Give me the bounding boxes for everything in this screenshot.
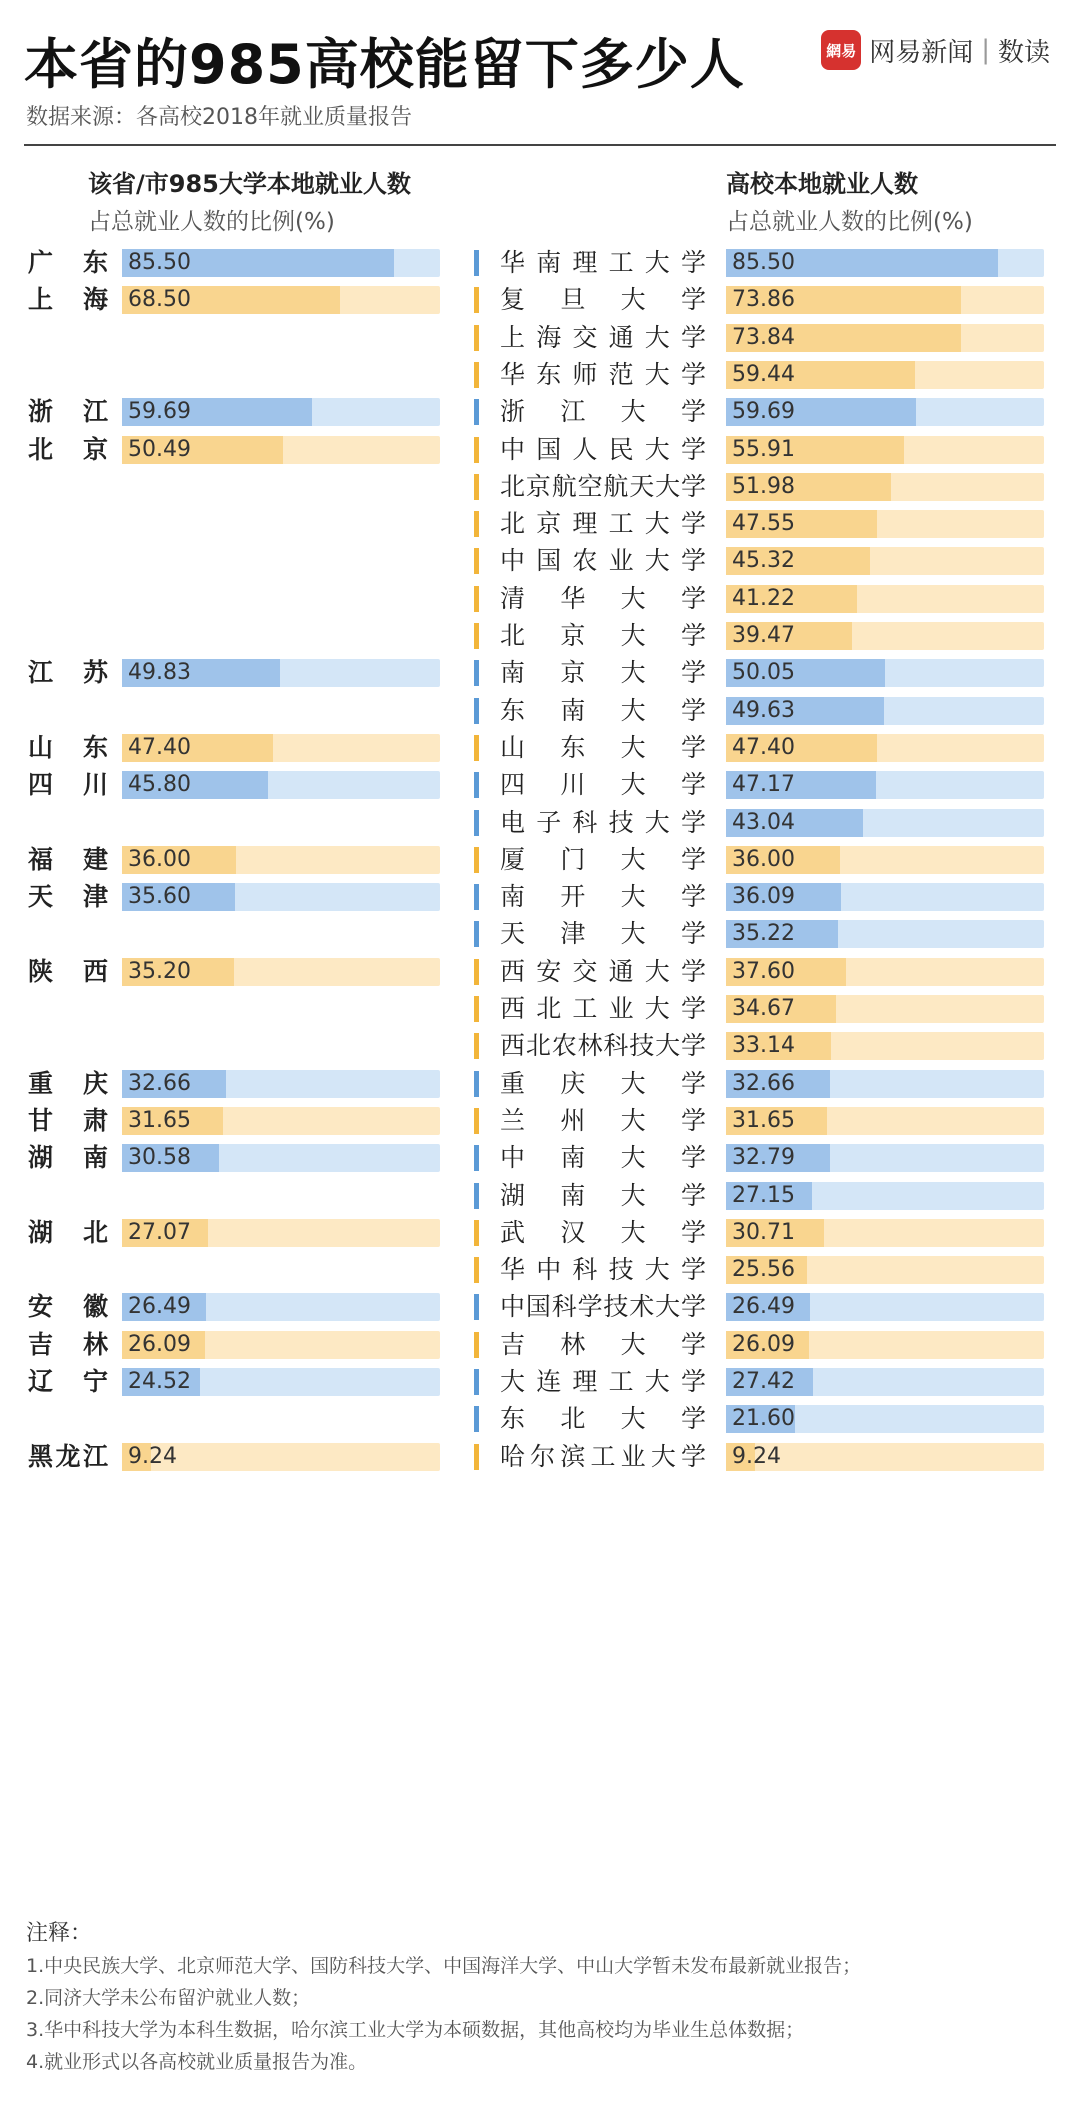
province-label: 甘肃 xyxy=(28,1105,108,1135)
province-label: 山东 xyxy=(28,732,108,762)
university-label: 武汉大学 xyxy=(500,1217,706,1247)
notes-title: 注释： xyxy=(26,1921,93,1946)
university-label: 华东师范大学 xyxy=(500,359,706,389)
university-bar-track xyxy=(726,1182,1044,1210)
university-marker xyxy=(474,1294,479,1320)
province-bar-track xyxy=(122,1070,440,1098)
university-bar-track xyxy=(726,1107,1044,1135)
university-marker xyxy=(474,1033,479,1059)
right-column-header xyxy=(726,164,973,236)
province-bar-label: 59.69 xyxy=(128,399,191,425)
university-bar-track xyxy=(726,697,1044,725)
university-label: 大连理工大学 xyxy=(500,1367,706,1396)
university-marker xyxy=(474,250,479,276)
university-bar-label: 31.65 xyxy=(732,1107,795,1133)
university-bar-track xyxy=(726,883,1044,911)
university-label: 吉林大学 xyxy=(500,1329,706,1359)
university-label: 华中科技大学 xyxy=(500,1255,706,1285)
university-label: 山东大学 xyxy=(500,732,706,762)
province-bar-track xyxy=(122,286,440,314)
province-bar-track xyxy=(122,249,440,277)
university-marker xyxy=(474,1183,479,1209)
university-bar-label: 59.44 xyxy=(732,361,795,387)
province-label: 福建 xyxy=(28,844,108,874)
province-bar-label: 32.66 xyxy=(128,1070,191,1096)
province-bar-label: 68.50 xyxy=(128,287,191,313)
university-bar-label: 73.84 xyxy=(732,324,795,350)
province-bar-label: 9.24 xyxy=(128,1443,177,1469)
university-bar-label: 51.98 xyxy=(732,473,795,499)
province-bar-label: 47.40 xyxy=(128,734,191,760)
province-label: 天津 xyxy=(28,882,108,912)
province-label: 湖北 xyxy=(28,1217,108,1247)
university-marker xyxy=(474,772,479,798)
province-bar-label: 24.52 xyxy=(128,1369,191,1394)
university-bar-track xyxy=(726,809,1044,837)
university-label: 西安交通大学 xyxy=(500,956,706,986)
province-label: 辽宁 xyxy=(28,1367,108,1396)
university-label: 天津大学 xyxy=(500,919,706,949)
university-marker xyxy=(474,586,479,612)
university-bar-track xyxy=(726,734,1044,762)
university-marker xyxy=(474,1406,479,1432)
netease-logo-icon: 網易 xyxy=(821,30,861,70)
brand-separator: | xyxy=(981,35,990,65)
province-label: 上海 xyxy=(28,285,108,315)
university-marker xyxy=(474,1332,479,1358)
header-divider xyxy=(24,144,1056,146)
province-label: 重庆 xyxy=(28,1068,108,1098)
province-bar-label: 30.58 xyxy=(128,1145,191,1171)
province-label: 黑龙江 xyxy=(28,1441,108,1471)
province-bar-track xyxy=(122,846,440,874)
right-header-subtitle: 占总就业人数的比例(%) xyxy=(726,209,973,235)
university-marker xyxy=(474,996,479,1022)
university-bar-label: 36.00 xyxy=(732,846,795,872)
university-bar-track xyxy=(726,1405,1044,1433)
note-item: 1.中央民族大学、北京师范大学、国防科技大学、中国海洋大学、中山大学暂未发布最新就业报告； xyxy=(26,1955,862,1977)
university-bar-label: 27.15 xyxy=(732,1182,795,1208)
brand-name: 网易新闻 xyxy=(869,37,974,68)
province-label: 江苏 xyxy=(28,658,108,688)
university-bar-label: 41.22 xyxy=(732,585,795,611)
university-label: 东南大学 xyxy=(500,695,706,725)
university-marker xyxy=(474,884,479,910)
university-bar-track xyxy=(726,398,1044,426)
province-bar-track xyxy=(122,436,440,464)
university-bar-track xyxy=(726,324,1044,352)
province-bar-label: 45.80 xyxy=(128,772,191,798)
university-label: 中南大学 xyxy=(500,1143,706,1173)
university-bar-label: 47.40 xyxy=(732,734,795,760)
right-header-title: 高校本地就业人数 xyxy=(726,170,918,198)
university-label: 湖南大学 xyxy=(500,1180,706,1210)
province-label: 吉林 xyxy=(28,1329,108,1359)
university-bar-track xyxy=(726,995,1044,1023)
note-item: 2.同济大学未公布留沪就业人数； xyxy=(26,1987,311,2009)
university-marker xyxy=(474,698,479,724)
university-bar-label: 43.04 xyxy=(732,809,795,835)
university-bar-label: 45.32 xyxy=(732,548,795,574)
province-bar-label: 35.20 xyxy=(128,958,191,984)
province-label: 湖南 xyxy=(28,1143,108,1173)
university-marker xyxy=(474,1071,479,1097)
province-bar-track xyxy=(122,1443,440,1471)
province-label: 陕西 xyxy=(28,956,108,986)
province-bar-label: 26.09 xyxy=(128,1331,191,1357)
university-bar-label: 9.24 xyxy=(732,1443,781,1469)
left-header-title: 该省/市985大学本地就业人数 xyxy=(88,170,411,198)
province-bar-label: 35.60 xyxy=(128,884,191,910)
brand xyxy=(821,30,1050,70)
university-bar-label: 37.60 xyxy=(732,958,795,984)
university-label: 浙江大学 xyxy=(500,397,706,427)
university-marker xyxy=(474,287,479,313)
province-bar-track xyxy=(122,1107,440,1135)
university-label: 西北农林科技大学 xyxy=(500,1031,706,1061)
province-label: 浙江 xyxy=(28,397,108,427)
province-bar-label: 27.07 xyxy=(128,1219,191,1245)
university-bar-label: 55.91 xyxy=(732,436,795,462)
university-label: 中国农业大学 xyxy=(500,546,706,576)
university-marker xyxy=(474,660,479,686)
province-bar-track xyxy=(122,734,440,762)
university-bar-label: 30.71 xyxy=(732,1219,795,1245)
province-label: 四川 xyxy=(28,770,108,800)
university-bar-label: 59.69 xyxy=(732,399,795,425)
university-label: 南开大学 xyxy=(500,882,706,912)
province-label: 广东 xyxy=(28,248,108,277)
university-label: 哈尔滨工业大学 xyxy=(500,1441,706,1471)
university-bar-label: 32.66 xyxy=(732,1070,795,1096)
university-label: 四川大学 xyxy=(500,770,706,800)
university-bar-track xyxy=(726,1443,1044,1471)
university-bar-track xyxy=(726,547,1044,575)
province-bar-track xyxy=(122,1331,440,1359)
university-marker xyxy=(474,810,479,836)
university-label: 华南理工大学 xyxy=(500,248,706,277)
province-bar-track xyxy=(122,1219,440,1247)
university-bar-track xyxy=(726,1070,1044,1098)
university-marker xyxy=(474,1108,479,1134)
university-label: 南京大学 xyxy=(500,658,706,688)
university-label: 重庆大学 xyxy=(500,1068,706,1098)
university-marker xyxy=(474,735,479,761)
notes xyxy=(26,1918,861,2078)
university-label: 中国人民大学 xyxy=(500,434,706,464)
university-bar-label: 35.22 xyxy=(732,921,795,947)
university-marker xyxy=(474,399,479,425)
university-marker xyxy=(474,623,479,649)
university-bar-track xyxy=(726,436,1044,464)
university-bar-track xyxy=(726,1293,1044,1321)
university-marker xyxy=(474,511,479,537)
university-bar-track xyxy=(726,361,1044,389)
university-bar-track xyxy=(726,1032,1044,1060)
note-item: 4.就业形式以各高校就业质量报告为准。 xyxy=(26,2051,368,2073)
university-bar-label: 33.14 xyxy=(732,1033,795,1059)
province-label: 安徽 xyxy=(28,1292,108,1322)
province-bar-track xyxy=(122,1293,440,1321)
university-label: 厦门大学 xyxy=(500,844,706,874)
university-bar-label: 85.50 xyxy=(732,250,795,275)
left-header-subtitle: 占总就业人数的比例(%) xyxy=(88,209,335,235)
university-marker xyxy=(474,959,479,985)
province-bar-track xyxy=(122,883,440,911)
province-bar-track xyxy=(122,659,440,687)
university-bar-track xyxy=(726,846,1044,874)
university-label: 北京理工大学 xyxy=(500,509,706,539)
province-bar-label: 49.83 xyxy=(128,660,191,686)
university-marker xyxy=(474,1444,479,1470)
province-bar-track xyxy=(122,398,440,426)
university-label: 兰州大学 xyxy=(500,1105,706,1135)
province-bar-label: 26.49 xyxy=(128,1294,191,1320)
university-bar-track xyxy=(726,920,1044,948)
university-bar-track xyxy=(726,1331,1044,1359)
university-bar-label: 50.05 xyxy=(732,660,795,686)
university-label: 中国科学技术大学 xyxy=(500,1292,706,1322)
university-marker xyxy=(474,1257,479,1283)
university-label: 西北工业大学 xyxy=(500,994,706,1023)
university-marker xyxy=(474,548,479,574)
university-bar-track xyxy=(726,622,1044,650)
university-label: 北京大学 xyxy=(500,621,706,650)
university-label: 电子科技大学 xyxy=(500,807,706,837)
university-bar-label: 36.09 xyxy=(732,884,795,910)
left-column-header xyxy=(88,164,411,236)
university-bar-track xyxy=(726,473,1044,501)
university-label: 东北大学 xyxy=(500,1404,706,1434)
brand-sub: 数读 xyxy=(997,37,1050,68)
university-bar-label: 27.42 xyxy=(732,1369,795,1394)
university-bar-label: 73.86 xyxy=(732,287,795,313)
university-bar-label: 26.09 xyxy=(732,1331,795,1357)
province-bar-track xyxy=(122,958,440,986)
university-label: 复旦大学 xyxy=(500,285,706,315)
university-bar-label: 21.60 xyxy=(732,1406,795,1432)
university-bar-label: 25.56 xyxy=(732,1257,795,1283)
university-bar-track xyxy=(726,510,1044,538)
university-bar-track xyxy=(726,1368,1044,1396)
university-bar-label: 39.47 xyxy=(732,623,795,648)
province-bar-track xyxy=(122,1144,440,1172)
university-bar-label: 32.79 xyxy=(732,1145,795,1171)
province-bar-track xyxy=(122,771,440,799)
university-bar-track xyxy=(726,659,1044,687)
province-bar-label: 85.50 xyxy=(128,250,191,275)
university-marker xyxy=(474,437,479,463)
university-marker xyxy=(474,1369,479,1395)
province-bar-track xyxy=(122,1368,440,1396)
university-bar-label: 26.49 xyxy=(732,1294,795,1320)
university-bar-label: 47.55 xyxy=(732,511,795,537)
university-bar-track xyxy=(726,286,1044,314)
university-marker xyxy=(474,847,479,873)
page-title: 本省的985高校能留下多少人 xyxy=(24,33,745,96)
university-bar-label: 49.63 xyxy=(732,697,795,723)
university-bar-track xyxy=(726,1219,1044,1247)
university-bar-track xyxy=(726,585,1044,613)
province-bar-label: 50.49 xyxy=(128,436,191,462)
university-marker xyxy=(474,1220,479,1246)
province-bar-label: 36.00 xyxy=(128,846,191,872)
university-marker xyxy=(474,325,479,351)
university-bar-label: 34.67 xyxy=(732,996,795,1021)
province-label: 北京 xyxy=(28,434,108,464)
university-bar-track xyxy=(726,1144,1044,1172)
university-bar-track xyxy=(726,958,1044,986)
university-bar-track xyxy=(726,1256,1044,1284)
university-bar-track xyxy=(726,771,1044,799)
university-marker xyxy=(474,1145,479,1171)
university-bar-track xyxy=(726,249,1044,277)
note-item: 3.华中科技大学为本科生数据，哈尔滨工业大学为本硕数据，其他高校均为毕业生总体数据； xyxy=(26,2019,805,2041)
university-marker xyxy=(474,474,479,500)
university-label: 北京航空航天大学 xyxy=(500,471,706,501)
university-bar-label: 47.17 xyxy=(732,772,795,798)
university-marker xyxy=(474,362,479,388)
province-bar-label: 31.65 xyxy=(128,1107,191,1133)
university-label: 清华大学 xyxy=(500,583,706,613)
university-label: 上海交通大学 xyxy=(500,322,706,352)
data-source: 数据来源：各高校2018年就业质量报告 xyxy=(26,105,412,130)
university-marker xyxy=(474,921,479,947)
